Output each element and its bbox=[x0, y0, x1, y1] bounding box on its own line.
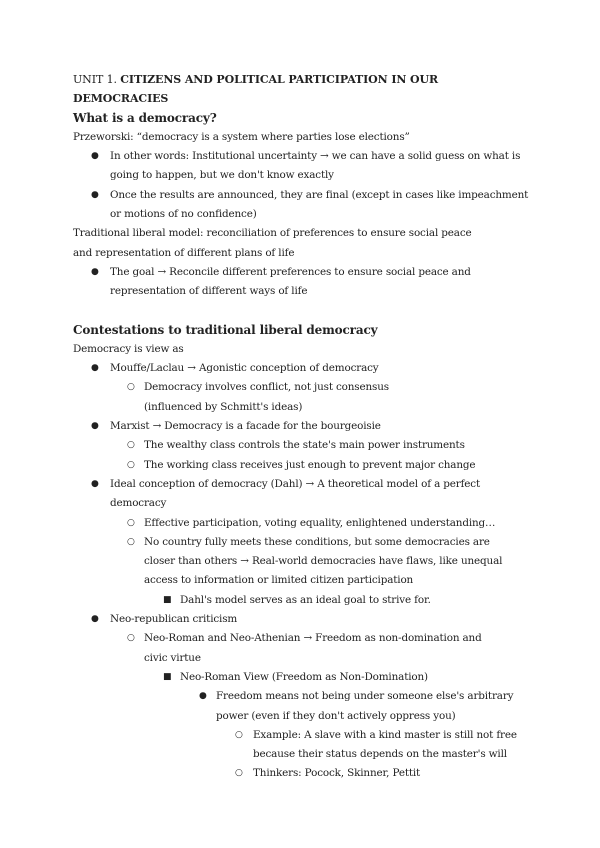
list-item bbox=[73, 514, 533, 533]
spacer bbox=[73, 302, 533, 321]
list-item-text: Dahl's model serves as an ideal goal to strive for. bbox=[180, 593, 431, 606]
list-item-text: Once the results are announced, they are final (except in cases like impeachment or motions of no confidence) bbox=[110, 188, 529, 221]
list-item-text: Effective participation, voting equality, enlightened understanding… bbox=[144, 516, 496, 529]
bullet-square-icon: ■ bbox=[163, 671, 172, 682]
list-item bbox=[73, 726, 543, 765]
bullet-circle-icon: ○ bbox=[127, 633, 135, 644]
document-body bbox=[73, 70, 533, 784]
section-heading-what-is-democracy: What is a democracy? bbox=[73, 110, 217, 125]
list-item-text: Neo-Roman View (Freedom as Non-Domination) bbox=[180, 670, 428, 683]
unit-title-text: CITIZENS AND POLITICAL PARTICIPATION IN OUR DEMOCRACIES bbox=[73, 73, 439, 106]
list-item bbox=[73, 417, 533, 436]
bullet-square-icon: ■ bbox=[163, 594, 172, 605]
list-item-text: Thinkers: Pocock, Skinner, Pettit bbox=[253, 767, 421, 780]
list-item-text: Ideal conception of democracy (Dahl) → A theoretical model of a perfect democracy bbox=[110, 477, 480, 510]
list-item-text: Democracy involves conflict, not just consensus (influenced by Schmitt's ideas) bbox=[144, 381, 389, 413]
list-item bbox=[73, 378, 444, 417]
unit-title-prefix: UNIT 1. bbox=[73, 73, 121, 86]
bullet-disc-icon: ● bbox=[91, 421, 99, 432]
bullet-circle-icon: ○ bbox=[127, 517, 135, 528]
bullet-circle-icon: ○ bbox=[127, 440, 135, 451]
list-item bbox=[73, 629, 504, 668]
list-item-text: Neo-Roman and Neo-Athenian → Freedom as non-domination and civic virtue bbox=[144, 632, 482, 664]
list-item bbox=[73, 668, 533, 687]
bullet-disc-icon: ● bbox=[199, 691, 207, 702]
section-heading-contestations: Contestations to traditional liberal democracy bbox=[73, 322, 378, 337]
list-item-text: Neo-republican criticism bbox=[110, 613, 238, 626]
list-item bbox=[73, 359, 533, 378]
list-item bbox=[73, 263, 530, 302]
list-item bbox=[73, 186, 535, 225]
list-item bbox=[73, 456, 533, 475]
bullet-disc-icon: ● bbox=[91, 614, 99, 625]
list-item-text: Freedom means not being under someone else's arbitrary power (even if they don't actively oppress you) bbox=[216, 690, 514, 722]
list-item-text: Mouffe/Laclau → Agonistic conception of democracy bbox=[110, 362, 379, 375]
list-item bbox=[73, 591, 533, 610]
list-item-text: The wealthy class controls the state's main power instruments bbox=[144, 439, 465, 452]
list-item-text: Marxist → Democracy is a facade for the bourgeoisie bbox=[110, 420, 381, 433]
bullet-disc-icon: ● bbox=[91, 266, 99, 277]
unit-title bbox=[73, 70, 533, 109]
intro-text: Democracy is view as bbox=[73, 342, 184, 355]
bullet-disc-icon: ● bbox=[91, 151, 99, 162]
bullet-disc-icon: ● bbox=[91, 363, 99, 374]
list-item bbox=[73, 610, 533, 629]
przeworski-quote: Przeworski: “democracy is a system where parties lose elections” bbox=[73, 130, 410, 143]
bullet-circle-icon: ○ bbox=[235, 768, 243, 779]
list-item-text: In other words: Institutional uncertainty → we can have a solid guess on what is going to happen, but we don't know exactly bbox=[110, 150, 521, 182]
list-item bbox=[73, 475, 533, 514]
list-item-text: The working class receives just enough to prevent major change bbox=[144, 458, 476, 471]
list-item bbox=[73, 533, 504, 591]
list-item bbox=[73, 147, 535, 186]
bullet-circle-icon: ○ bbox=[127, 536, 135, 547]
list-item-text: No country fully meets these conditions, but some democracies are closer than others → Real-world democracies have flaws, like unequal access to information or limited citizen participation bbox=[144, 535, 503, 587]
list-item bbox=[73, 687, 536, 726]
bullet-circle-icon: ○ bbox=[127, 382, 135, 393]
traditional-liberal-model: Traditional liberal model: reconciliation of preferences to ensure social peace and representation of different plans of life bbox=[73, 227, 472, 259]
bullet-disc-icon: ● bbox=[91, 189, 99, 200]
bullet-circle-icon: ○ bbox=[235, 729, 243, 740]
list-item-text: Example: A slave with a kind master is still not free because their status depends on the master's will bbox=[253, 728, 517, 761]
bullet-disc-icon: ● bbox=[91, 478, 99, 489]
list-item bbox=[73, 436, 533, 455]
list-item-text: The goal → Reconcile different preferences to ensure social peace and representation of different ways of life bbox=[110, 265, 471, 298]
list-item bbox=[73, 764, 533, 783]
bullet-circle-icon: ○ bbox=[127, 459, 135, 470]
